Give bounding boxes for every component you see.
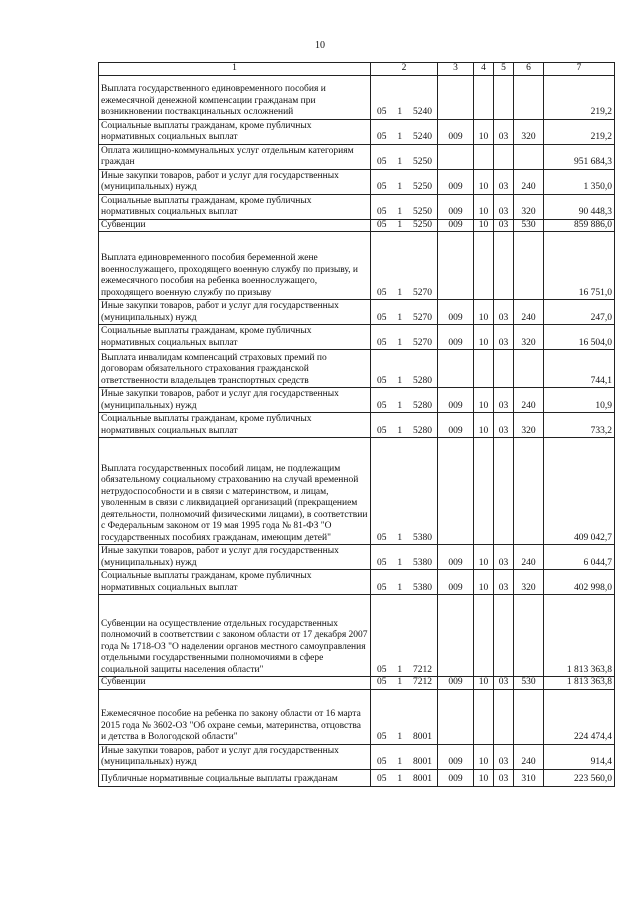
row-expense-type: [514, 232, 544, 300]
row-description: Социальные выплаты гражданам, кроме публичных нормативных социальных выплат: [99, 119, 371, 144]
table-row: [99, 194, 615, 219]
row-expense-type: 240: [514, 744, 544, 769]
row-section-code: 10: [474, 769, 494, 786]
row-section-code: 10: [474, 119, 494, 144]
row-ministry-code: 009: [438, 119, 474, 144]
code-direction: 5280: [413, 425, 432, 436]
row-ministry-code: 009: [438, 325, 474, 350]
row-target-code: [371, 677, 438, 690]
row-subsection-code: 03: [494, 325, 514, 350]
row-target-code: [371, 219, 438, 232]
row-target-code: [371, 350, 438, 388]
row-target-code: [371, 595, 438, 677]
row-ministry-code: 009: [438, 388, 474, 413]
row-description: Публичные нормативные социальные выплаты гражданам: [99, 769, 371, 786]
row-subsection-code: [494, 350, 514, 388]
row-target-code: [371, 689, 438, 744]
row-section-code: 10: [474, 545, 494, 570]
code-program: 05: [377, 400, 387, 411]
code-subprogram: 1: [397, 774, 403, 784]
code-direction: 5240: [413, 132, 432, 142]
row-expense-type: 310: [514, 769, 544, 786]
code-program: 05: [377, 582, 387, 593]
code-direction: 5280: [413, 375, 432, 386]
code-direction: 5270: [413, 312, 432, 323]
table-row: [99, 388, 615, 413]
page-number: 10: [315, 40, 325, 51]
row-description: Выплата единовременного пособия беременной жене военнослужащего, проходящего военную службу по призыву, и ежемесячного пособия на ребенка военнослужащего, проходящего военную службу по призыву: [99, 232, 371, 300]
code-subprogram: 1: [397, 337, 403, 348]
code-subprogram: 1: [397, 107, 403, 117]
table-row: [99, 119, 615, 144]
table-row: [99, 744, 615, 769]
row-description: Иные закупки товаров, работ и услуг для государственных (муниципальных) нужд: [99, 744, 371, 769]
row-expense-type: 240: [514, 300, 544, 325]
budget-table: [98, 62, 615, 787]
row-subsection-code: 03: [494, 677, 514, 690]
row-description: Субвенции: [99, 219, 371, 232]
row-target-code: [371, 545, 438, 570]
row-subsection-code: 03: [494, 769, 514, 786]
code-program: 05: [377, 157, 387, 167]
row-amount: 951 684,3: [544, 144, 615, 169]
code-direction: 5250: [413, 219, 432, 230]
row-description: Ежемесячное пособие на ребенка по закону области от 16 марта 2015 года № 3602-ОЗ "Об охране семьи, материнства, отцовства и детства в Вологодской области": [99, 689, 371, 744]
code-program: 05: [377, 375, 387, 386]
table-row: [99, 300, 615, 325]
row-ministry-code: 009: [438, 169, 474, 194]
table-row: [99, 595, 615, 677]
table-row: [99, 545, 615, 570]
row-ministry-code: 009: [438, 300, 474, 325]
code-program: 05: [377, 182, 387, 192]
row-section-code: 10: [474, 194, 494, 219]
row-description: Оплата жилищно-коммунальных услуг отдельным категориям граждан: [99, 144, 371, 169]
row-amount: 409 042,7: [544, 438, 615, 545]
code-subprogram: 1: [397, 400, 403, 411]
table-row: [99, 75, 615, 119]
row-ministry-code: 009: [438, 194, 474, 219]
row-subsection-code: 03: [494, 570, 514, 595]
row-description: Иные закупки товаров, работ и услуг для государственных (муниципальных) нужд: [99, 545, 371, 570]
row-section-code: 10: [474, 325, 494, 350]
code-direction: 5280: [413, 400, 432, 411]
header-row: [99, 63, 615, 76]
row-expense-type: 320: [514, 325, 544, 350]
row-expense-type: 320: [514, 413, 544, 438]
row-subsection-code: [494, 595, 514, 677]
row-description: Субвенции: [99, 677, 371, 690]
row-target-code: [371, 388, 438, 413]
code-subprogram: 1: [397, 219, 403, 230]
row-target-code: [371, 169, 438, 194]
row-subsection-code: 03: [494, 119, 514, 144]
code-direction: 7212: [413, 677, 432, 687]
row-expense-type: 320: [514, 194, 544, 219]
code-program: 05: [377, 532, 387, 543]
row-target-code: [371, 413, 438, 438]
code-program: 05: [377, 107, 387, 117]
code-direction: 5250: [413, 182, 432, 192]
row-subsection-code: 03: [494, 388, 514, 413]
row-amount: 219,2: [544, 75, 615, 119]
code-direction: 5380: [413, 532, 432, 543]
row-amount: 219,2: [544, 119, 615, 144]
row-amount: 914,4: [544, 744, 615, 769]
row-amount: 744,1: [544, 350, 615, 388]
row-ministry-code: 009: [438, 570, 474, 595]
row-description: Социальные выплаты гражданам, кроме публичных нормативных социальных выплат: [99, 325, 371, 350]
row-description: Социальные выплаты гражданам, кроме публичных нормативных социальных выплат: [99, 570, 371, 595]
row-subsection-code: 03: [494, 545, 514, 570]
row-ministry-code: 009: [438, 744, 474, 769]
row-description: Выплата инвалидам компенсаций страховых премий по договорам обязательного страхования гражданской ответственности владельцев транспортных средств: [99, 350, 371, 388]
header-col-7: 7: [544, 63, 615, 76]
row-target-code: [371, 119, 438, 144]
table-row: [99, 769, 615, 786]
row-ministry-code: [438, 144, 474, 169]
code-subprogram: 1: [397, 425, 403, 436]
code-program: 05: [377, 132, 387, 142]
row-ministry-code: [438, 75, 474, 119]
row-ministry-code: 009: [438, 677, 474, 690]
row-section-code: [474, 144, 494, 169]
code-subprogram: 1: [397, 287, 403, 298]
row-amount: 1 813 363,8: [544, 677, 615, 690]
row-description: Социальные выплаты гражданам, кроме публичных нормативных социальных выплат: [99, 194, 371, 219]
row-ministry-code: [438, 232, 474, 300]
code-program: 05: [377, 219, 387, 230]
row-subsection-code: 03: [494, 219, 514, 232]
row-ministry-code: [438, 350, 474, 388]
table-row: [99, 232, 615, 300]
code-program: 05: [377, 337, 387, 348]
code-direction: 5380: [413, 582, 432, 593]
code-program: 05: [377, 287, 387, 298]
row-amount: 733,2: [544, 413, 615, 438]
row-amount: 10,9: [544, 388, 615, 413]
code-program: 05: [377, 677, 387, 687]
row-section-code: 10: [474, 388, 494, 413]
row-amount: 16 504,0: [544, 325, 615, 350]
table-row: [99, 677, 615, 690]
row-description: Иные закупки товаров, работ и услуг для государственных (муниципальных) нужд: [99, 388, 371, 413]
row-section-code: [474, 232, 494, 300]
row-expense-type: [514, 595, 544, 677]
row-target-code: [371, 438, 438, 545]
code-direction: 5250: [413, 207, 432, 217]
row-subsection-code: [494, 75, 514, 119]
row-target-code: [371, 75, 438, 119]
row-amount: 247,0: [544, 300, 615, 325]
row-subsection-code: [494, 144, 514, 169]
row-section-code: [474, 438, 494, 545]
row-subsection-code: 03: [494, 300, 514, 325]
row-amount: 16 751,0: [544, 232, 615, 300]
code-subprogram: 1: [397, 532, 403, 543]
row-section-code: [474, 595, 494, 677]
table-row: [99, 169, 615, 194]
row-target-code: [371, 232, 438, 300]
header-col-4: 4: [474, 63, 494, 76]
row-ministry-code: [438, 595, 474, 677]
code-direction: 5270: [413, 287, 432, 298]
code-subprogram: 1: [397, 157, 403, 167]
code-program: 05: [377, 664, 387, 675]
row-ministry-code: 009: [438, 545, 474, 570]
code-direction: 7212: [413, 664, 432, 675]
row-section-code: [474, 75, 494, 119]
row-expense-type: 240: [514, 388, 544, 413]
header-col-1: 1: [99, 63, 371, 76]
row-section-code: 10: [474, 677, 494, 690]
row-amount: 402 998,0: [544, 570, 615, 595]
code-direction: 5240: [413, 107, 432, 117]
row-amount: 6 044,7: [544, 545, 615, 570]
row-target-code: [371, 194, 438, 219]
row-amount: 223 560,0: [544, 769, 615, 786]
row-description: Иные закупки товаров, работ и услуг для государственных (муниципальных) нужд: [99, 169, 371, 194]
row-target-code: [371, 144, 438, 169]
table-row: [99, 689, 615, 744]
code-program: 05: [377, 557, 387, 568]
row-subsection-code: [494, 232, 514, 300]
row-expense-type: 320: [514, 570, 544, 595]
table-row: [99, 144, 615, 169]
row-description: Выплата государственных пособий лицам, не подлежащим обязательному социальному страхованию на случай временной нетрудоспособности и в связи с материнством, и лицам, уволенным в связи с ликвидацией организаций (прекращением деятельности, полномочий физическими лицами), в соответствии с Федеральным законом от 19 мая 1995 года № 81-ФЗ "О государственных пособиях гражданам, имеющим детей": [99, 438, 371, 545]
row-expense-type: 530: [514, 219, 544, 232]
row-expense-type: [514, 689, 544, 744]
row-ministry-code: 009: [438, 219, 474, 232]
row-expense-type: [514, 438, 544, 545]
row-subsection-code: 03: [494, 194, 514, 219]
row-subsection-code: 03: [494, 744, 514, 769]
code-subprogram: 1: [397, 312, 403, 323]
table-row: [99, 350, 615, 388]
table-row: [99, 570, 615, 595]
row-expense-type: 320: [514, 119, 544, 144]
table-row: [99, 413, 615, 438]
row-amount: 859 886,0: [544, 219, 615, 232]
code-program: 05: [377, 732, 387, 742]
row-ministry-code: [438, 689, 474, 744]
code-subprogram: 1: [397, 182, 403, 192]
code-subprogram: 1: [397, 732, 403, 742]
code-direction: 5250: [413, 157, 432, 167]
row-amount: 1 350,0: [544, 169, 615, 194]
code-direction: 8001: [413, 757, 432, 767]
row-subsection-code: 03: [494, 413, 514, 438]
row-section-code: 10: [474, 169, 494, 194]
code-subprogram: 1: [397, 664, 403, 675]
code-program: 05: [377, 207, 387, 217]
code-subprogram: 1: [397, 677, 403, 687]
row-ministry-code: 009: [438, 769, 474, 786]
header-col-5: 5: [494, 63, 514, 76]
row-ministry-code: 009: [438, 413, 474, 438]
code-program: 05: [377, 312, 387, 323]
row-section-code: 10: [474, 744, 494, 769]
code-program: 05: [377, 425, 387, 436]
row-expense-type: 530: [514, 677, 544, 690]
row-amount: 1 813 363,8: [544, 595, 615, 677]
row-expense-type: 240: [514, 545, 544, 570]
table-row: [99, 325, 615, 350]
header-col-2: 2: [371, 63, 438, 76]
row-section-code: 10: [474, 300, 494, 325]
row-target-code: [371, 570, 438, 595]
row-section-code: 10: [474, 570, 494, 595]
row-subsection-code: [494, 689, 514, 744]
code-program: 05: [377, 774, 387, 784]
table-row: [99, 219, 615, 232]
row-description: Выплата государственного единовременного пособия и ежемесячной денежной компенсации гражданам при возникновении поствакцинальных осложнений: [99, 75, 371, 119]
code-subprogram: 1: [397, 375, 403, 386]
row-description: Субвенции на осуществление отдельных государственных полномочий в соответствии с законом области от 17 декабря 2007 года № 1718-ОЗ "О наделении органов местного самоуправления отдельными государственными полномочиями в сфере социальной защиты населения области": [99, 595, 371, 677]
row-target-code: [371, 744, 438, 769]
code-direction: 5270: [413, 337, 432, 348]
row-subsection-code: [494, 438, 514, 545]
code-program: 05: [377, 757, 387, 767]
row-amount: 90 448,3: [544, 194, 615, 219]
table-body: [99, 75, 615, 786]
row-expense-type: [514, 144, 544, 169]
code-subprogram: 1: [397, 207, 403, 217]
row-section-code: 10: [474, 413, 494, 438]
row-target-code: [371, 325, 438, 350]
code-subprogram: 1: [397, 582, 403, 593]
code-subprogram: 1: [397, 557, 403, 568]
row-expense-type: 240: [514, 169, 544, 194]
row-expense-type: [514, 75, 544, 119]
row-target-code: [371, 300, 438, 325]
row-amount: 224 474,4: [544, 689, 615, 744]
header-col-3: 3: [438, 63, 474, 76]
header-col-6: 6: [514, 63, 544, 76]
code-subprogram: 1: [397, 757, 403, 767]
row-section-code: 10: [474, 219, 494, 232]
row-description: Социальные выплаты гражданам, кроме публичных нормативных социальных выплат: [99, 413, 371, 438]
row-section-code: [474, 689, 494, 744]
code-direction: 8001: [413, 732, 432, 742]
row-expense-type: [514, 350, 544, 388]
code-direction: 5380: [413, 557, 432, 568]
code-subprogram: 1: [397, 132, 403, 142]
row-ministry-code: [438, 438, 474, 545]
row-subsection-code: 03: [494, 169, 514, 194]
row-target-code: [371, 769, 438, 786]
row-description: Иные закупки товаров, работ и услуг для государственных (муниципальных) нужд: [99, 300, 371, 325]
table-row: [99, 438, 615, 545]
row-section-code: [474, 350, 494, 388]
code-direction: 8001: [413, 774, 432, 784]
